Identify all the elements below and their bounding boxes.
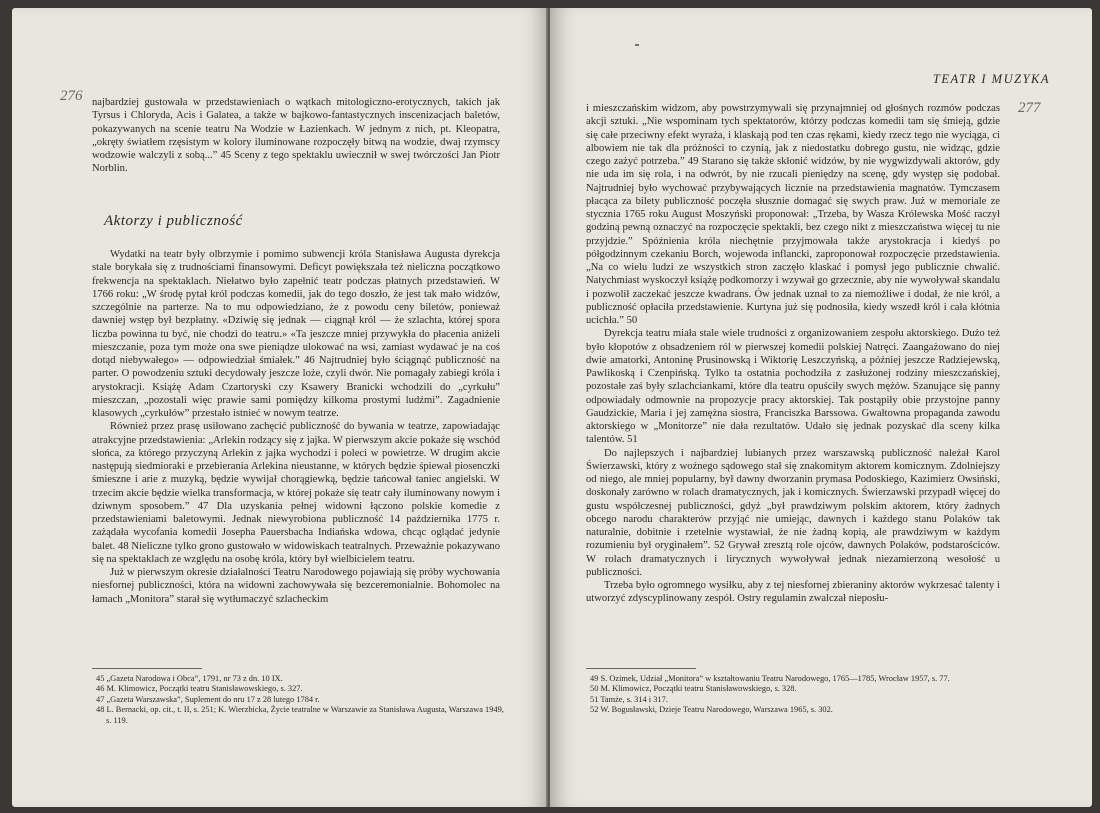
footnote: 47 „Gazeta Warszawska”, Suplement do nru 17 z 28 lutego 1784 r.	[96, 694, 320, 704]
section-heading: Aktorzy i publiczność	[104, 213, 243, 229]
footnote-separator	[586, 668, 696, 669]
paragraph: Do najlepszych i najbardziej lubianych przez warszawską publiczność należał Karol Świerzawski, który z woźnego sądowego stał się znakomitym aktorem komicznym. Zdolniejszy od niego, ale mniej popularny, był dawny dworzanin prymasa Podoskiego, Kazimierz Owsiński, doskonały zarówno w rolach dramatycznych, jak i komicznych. Świerzawski przypadł więcej do gustu współczesnej publiczności, gdyż „był prawdziwym polskim aktorem, który żadnych obcego narodu charakterów przyjąć nie umiejąc, dawnych i każdego stanu Polaków tak naturalnie, dobitnie i rzetelnie wystawiał, że nie żadną kopią, ale prawdziwym w każdym rozumieniu był oryginałem”. 52 Grywał zresztą role ojców, dawnych Polaków, podstarościców. W rolach dramatycznych i lirycznych wywoływał jednak niezamierzoną wesołość u publiczności.	[586, 447, 1000, 578]
footnote-separator	[92, 668, 202, 669]
footnotes-right	[586, 674, 1000, 716]
page-number-right: 277	[1018, 100, 1041, 116]
paragraph: Dyrekcja teatru miała stale wiele trudności z organizowaniem zespołu aktorskiego. Dużo też było kłopotów z obsadzeniem ról w pierwszej komedii polskiej Natręci. Zaangażowano do niej dwie amatorki, Antoninę Prusinowską i Wiktorię Leszczyńską, a później jeszcze Radziejewską, Pawlikoską i Czenpińską. Tylko ta ostatnia pochodziła z zasłużonej rodziny mieszczańskiej, pozostałe zaś były szlachciankami, które dla teatru opuściły swych mężów. Szanujące się panny odpowiadały odmownie na propozycje pracy aktorskiej. Tak postąpiły obie przystojne panny Gaudzickie, Maria i jej zamężna siostra, Franciszka Barssowa. Gwałtowna propaganda zawodu aktorskiego w „Monitorze” nie dała rezultatów. Udało się jednak pozyskać dla sceny kilka talentów. 51	[586, 328, 1000, 446]
footnote: 46 M. Klimowicz, Początki teatru Stanisławowskiego, s. 327.	[96, 684, 303, 694]
footnote: 52 W. Bogusławski, Dzieje Teatru Narodowego, Warszawa 1965, s. 302.	[590, 705, 833, 715]
footnotes-left	[92, 674, 504, 726]
footnote: 49 S. Ozimek, Udział „Monitora” w kształtowaniu Teatru Narodowego, 1765—1785, Wrocław 1957, s. 77.	[590, 674, 950, 683]
body-text-right	[586, 102, 1000, 606]
body-text-left	[92, 248, 500, 606]
paragraph: Trzeba było ogromnego wysiłku, aby z tej niesfornej zbieraniny aktorów wykrzesać talenty i utworzyć zdyscyplinowany zespół. Ostry regulamin zwalczał nieposłu-	[586, 580, 1000, 605]
footnote: 50 M. Klimowicz, Początki teatru Stanisławowskiego, s. 328.	[590, 684, 797, 694]
footnote: 48 L. Bernacki, op. cit., t. II, s. 251; K. Wierzbicka, Życie teatralne w Warszawie za Stanisława Augusta, Warszawa 1949, s. 119.	[96, 705, 504, 725]
paragraph: najbardziej gustowała w przedstawieniach o wątkach mitologiczno-erotycznych, takich jak Tyrsus i Chloryda, Acis i Galatea, a także w bajkowo-fantastycznych inscenizacjach baletów, pokazywanych na scenie teatru Na Wodzie w Łazienkach. W jednym z nich, pt. Kleopatra, „okręty światłem rzęsistym w kolory iluminowane rozpoczęły bitwą na wodzie, dwaj rzymscy wodzowie walczyli z sobą...” 45 Sceny z tego spektaklu uwiecznił w swej twórczości Jan Piotr Norblin.	[92, 97, 500, 175]
right-page	[550, 8, 1092, 807]
paragraph: Również przez prasę usiłowano zachęcić publiczność do bywania w teatrze, zapowiadając atrakcyjne przedstawienia: „Arlekin rodzący się z jajka. W pierwszym akcie pokaże się wschód słońca, za którego przyczyną Arlekin z jajka wychodzi i poleci w powietrze. W drugim akcie następują siedmioraki e przebierania Arlekina nieustanne, w których będzie śpiewał piosenczki śmieszne i arie z muzyką, będzie wywijał chorągiewką, będzie tańcował taniec angielski. W trzecim akcie będzie wielka transformacja, w której pokaże się teatr cały iluminowany nowym i dziwnym sposobem.” 47 Dla uzyskania pełnej widowni łączono polskie komedie z przedstawieniami baletowymi. Jednak niewyrobiona publiczność 14 października 1775 r. zażądała wycofania komedii Josepha Pauersbacha Indiańska wdowa, chcąc oglądać jedynie balet. 48 Nieliczne tylko grono gustowało w widowiskach teatralnych. Przeważnie pokazywano się na spektaklach ze względu na osobę króla, który był wielbicielem teatru.	[92, 421, 500, 565]
footnote: 51 Tamże, s. 314 i 317.	[590, 694, 668, 704]
opening-text	[92, 96, 500, 176]
paragraph: Już w pierwszym okresie działalności Teatru Narodowego pojawiają się próby wychowania niesfornej publiczności, która na widowni zachowywała się bezceremonialnie. Bohomolec na łamach „Monitora” starał się wytłumaczyć szlacheckim	[92, 567, 500, 605]
page-number-left: 276	[60, 88, 83, 104]
running-head: TEATR I MUZYKA	[932, 72, 1050, 86]
left-page	[12, 8, 548, 807]
footnote: 45 „Gazeta Narodowa i Obca”, 1791, nr 73 z dn. 10 IX.	[96, 674, 283, 683]
page-mark	[635, 44, 639, 46]
paragraph: i mieszczańskim widzom, aby powstrzymywali się przynajmniej od głośnych rozmów podczas akcji sztuki. „Nie wspominam tych spektatorów, którzy podczas komedii tam się śmieją, gdzie się całe przeciwny efekt wyraża, i klaskają pod ten czas rękami, kiedy rzecz tego nie wyciąga, ci albowiem nie tak dla próżności to czynią, jak z niedostatku dobrego gustu, nie widząc, gdzie czego zażyć potrzeba.” 49 Starano się także skłonić widzów, by nie wygwizdywali aktorów, gdy nie uda im się rola, i na odwrót, by nie rzucali pieniędzy na scenę, gdy występ się podobał. Najtrudniej było wychować przybywających licznie na przedstawienia magnatów. Tymczasem płacąca za bilety publiczność poczęła słusznie domagać się swych praw. Już w memoriale ze stycznia 1765 roku August Moszyński proponował: „Trzeba, by Wasza Królewska Mość raczył godziną pewną oznaczyć na rozpoczęcie spektakli, bez czego nikt z mieszczaństwa więcej tu nie przyjdzie.” Spóźnienia króla niechętnie przyjmowała także arystokracja i kiedyś po półgodzinnym czekaniu Borch, wojewoda inflancki, zaproponował rozpoczęcie przedstawienia. „Na co wielu ludzi ze wszystkich stron zaczęło klaskać i pomysł jego publicznie chwalić. Natychmiast wyskoczył książę podkomorzy i wzywał go grzecznie, aby nie wywoływał skandalu i pozwolił zaczekać jeszcze kwadrans. Ów jednak uznał to za niemożliwe i dodał, że nie król, a publiczność opłaciła przedstawienie. Kurtyna już się podnosiła, kiedy wszedł król i cała kłótnia ucichła.” 50	[586, 103, 1000, 326]
paragraph: Wydatki na teatr były olbrzymie i pomimo subwencji króla Stanisława Augusta dyrekcja stale borykała się z trudnościami finansowymi. Deficyt powiększała też nieliczna początkowo frekwencja na spektaklach. Niełatwo było zapełnić teatr podczas płatnych przedstawień. W 1766 roku: „W środę pytał król podczas komedii, jak do tego doszło, że jest tak mało widzów, szczególnie na parterze. Na to mu odpowiedziano, że z powodu ceny biletów, ponieważ dawniej wstęp był bezpłatny. «Dziwię się jednak — ciągnął król — że szlachta, której spora liczba powinna tu być, nie chodzi do teatru.» «Ta jeszcze mniej przywykła do płacenia aniżeli mieszczanie, poza tym może ona swe pieniądze ulokować na wsi, zamiast wydawać je na coś dotąd niebywałego» — odpowiedział śmiałek.” 46 Najtrudniej było ściągnąć publiczność na parter. O powodzeniu sztuki decydowały jeszcze loże, czyli dwór. Nie pomagały zabiegi króla i arystokracji. Książę Adam Czartoryski czy Ksawery Branicki wchodzili do „cyrkułu” mieszczan, „pozostali więc prawie sami pomiędzy kilkoma prostymi ludźmi”. Zagadnienie klasowych „cyrkułów” przestało istnieć w nowym teatrze.	[92, 249, 500, 419]
